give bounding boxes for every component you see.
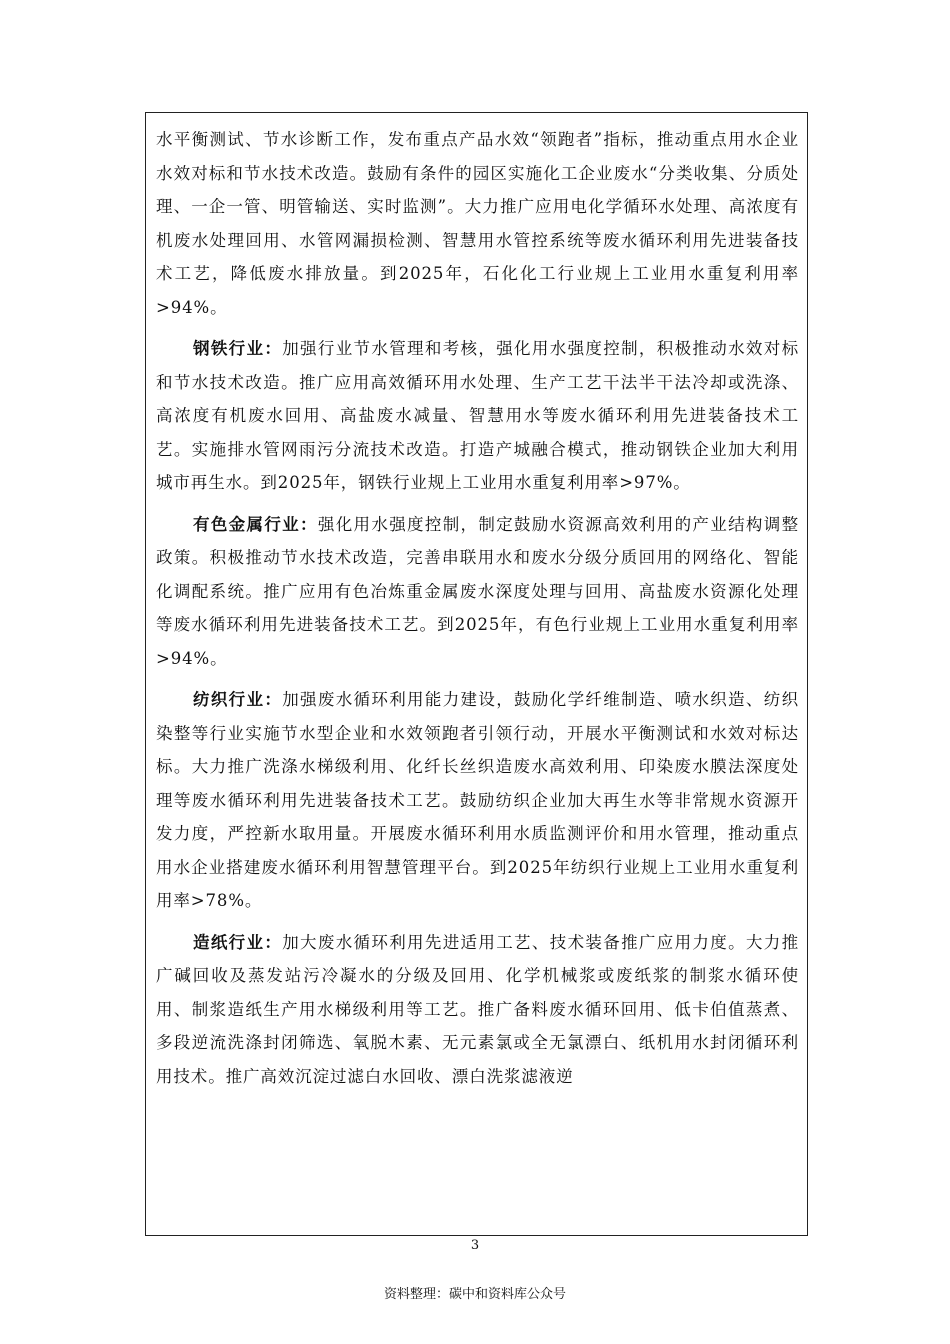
paragraph-paper-industry	[156, 926, 799, 1094]
paragraph-heading: 纺织行业：	[193, 690, 283, 709]
document-body	[156, 123, 799, 1101]
paragraph-text: 加强废水循环利用能力建设，鼓励化学纤维制造、喷水织造、纺织染整等行业实施节水型企业和水效领跑者引领行动，开展水平衡测试和水效对标达标。大力推广洗涤水梯级利用、化纤长丝织造废水高效利用、印染废水膜法深度处理等废水循环利用先进装备技术工艺。鼓励纺织企业加大再生水等非常规水资源开发力度，严控新水取用量。开展废水循环利用水质监测评价和用水管理，推动重点用水企业搭建废水循环利用智慧管理平台。到2025年纺织行业规上工业用水重复利用率>78%。	[156, 690, 799, 910]
paragraph-heading: 钢铁行业：	[193, 339, 283, 358]
paragraph-text: 水平衡测试、节水诊断工作，发布重点产品水效“领跑者”指标，推动重点用水企业水效对标和节水技术改造。鼓励有条件的园区实施化工企业废水“分类收集、分质处理、一企一管、明管输送、实时监测”。大力推广应用电化学循环水处理、高浓度有机废水处理回用、水管网漏损检测、智慧用水管控系统等废水循环利用先进装备技术工艺，降低废水排放量。到2025年，石化化工行业规上工业用水重复利用率>94%。	[156, 130, 799, 317]
paragraph-steel-industry	[156, 332, 799, 500]
page-number: 3	[470, 1238, 480, 1253]
paragraph-textile-industry	[156, 683, 799, 918]
paragraph-text: 加大废水循环利用先进适用工艺、技术装备推广应用力度。大力推广碱回收及蒸发站污冷凝水的分级及回用、化学机械浆或废纸浆的制浆水循环使用、制浆造纸生产用水梯级利用等工艺。推广备料废水循环回用、低卡伯值蒸煮、多段逆流洗涤封闭筛选、氧脱木素、无元素氯或全无氯漂白、纸机用水封闭循环利用技术。推广高效沉淀过滤白水回收、漂白洗浆滤液逆	[156, 932, 799, 1086]
paragraph-text: 加强行业节水管理和考核，强化用水强度控制，积极推动水效对标和节水技术改造。推广应用高效循环用水处理、生产工艺干法半干法冷却或洗涤、高浓度有机废水回用、高盐废水减量、智慧用水等废水循环利用先进装备技术工艺。实施排水管网雨污分流技术改造。打造产城融合模式，推动钢铁企业加大利用城市再生水。到2025年，钢铁行业规上工业用水重复利用率>97%。	[156, 339, 799, 492]
paragraph-heading: 造纸行业：	[193, 932, 283, 952]
paragraph-petrochemical-continued	[156, 123, 799, 324]
paragraph-nonferrous-industry	[156, 508, 799, 676]
paragraph-heading: 有色金属行业：	[193, 514, 318, 534]
paragraph-text: 强化用水强度控制，制定鼓励水资源高效利用的产业结构调整政策。积极推动节水技术改造，完善串联用水和废水分级分质回用的网络化、智能化调配系统。推广应用有色冶炼重金属废水深度处理与回用、高盐废水资源化处理等废水循环利用先进装备技术工艺。到2025年，有色行业规上工业用水重复利用率>94%。	[156, 514, 799, 668]
footer-source-note: 资料整理：碳中和资料库公众号	[383, 1287, 566, 1302]
document-frame	[145, 112, 808, 1236]
